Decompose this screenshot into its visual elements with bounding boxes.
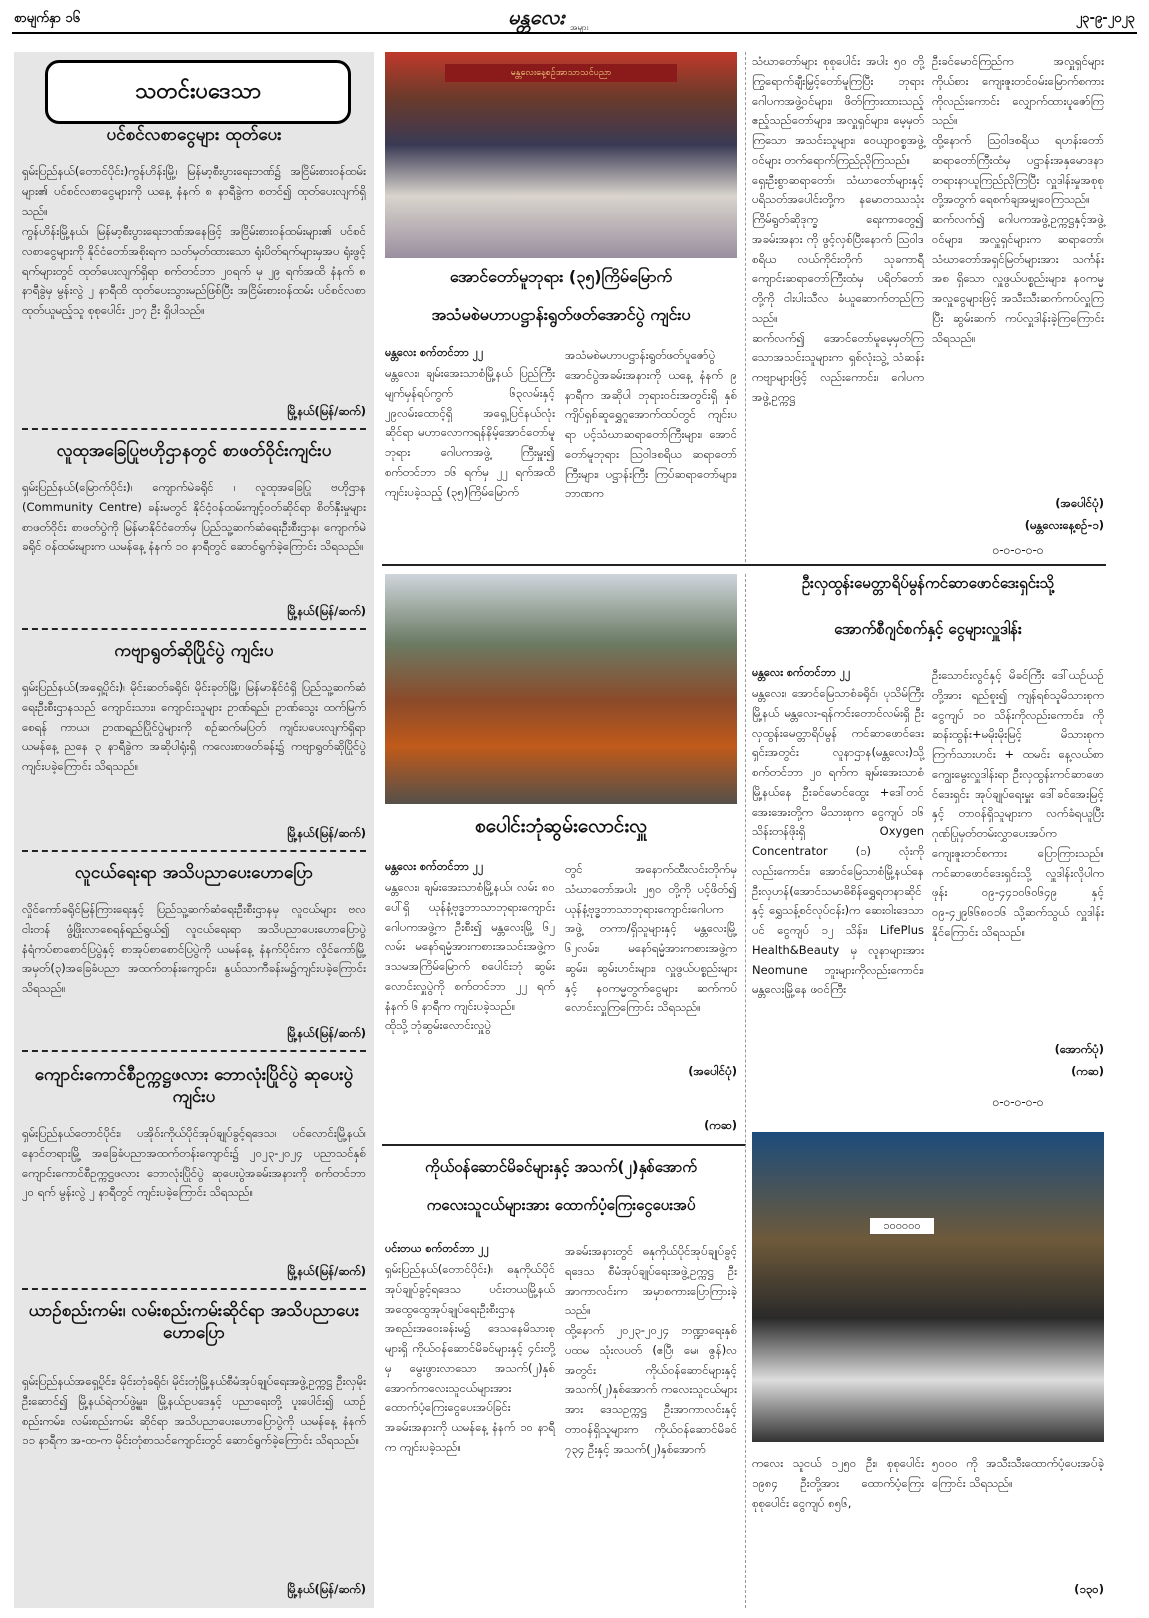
brief-source-2: မြို့နယ်(မြန်/ဆက်) xyxy=(287,604,366,618)
alms-title: စပေါင်းဘုံဆွမ်းလောင်းလှူ xyxy=(475,815,647,837)
brief-title-3: ကဗျာရွတ်ဆိုပြိုင်ပွဲ ကျင်းပ xyxy=(114,641,274,661)
page-number: စာမျက်နှာ ၁၆ xyxy=(14,11,81,26)
ceremony-title-2: အသံမစဲမဟာပဋ္ဌာန်းရွတ်ဖတ်အောင်ပွဲ ကျင်းပ xyxy=(431,305,691,324)
divider xyxy=(22,850,366,852)
masthead-sub: အများ xyxy=(570,23,589,32)
brief-body-2: ရှမ်းပြည်နယ်(မြောက်ပိုင်း)၊ ကျောက်မဲခရိုင် ၊ လူထုအခြေပြု ဗဟိုဌာန (Community Centre) ခန်းမတွင် နိုင်ငံ့ဝန်ထမ်းကျင့်ဝတ်ဆိုင်ရာ စိတ်နှီးမှုများ စာဖတ်ဝိုင်း စာဖတ်ပွဲကို မြန်မာနိုင်ငံတော်မှ ပြည်သူ့ဆက်ဆံရေးဦးစီးဌာန၊ ကျောက်မဲခရိုင် ဝန်ထမ်းများက ယမန်နေ့ နံနက် ၁၀ နာရီတွင် ဆောင်ရွက်ခဲ့ကြောင်း သိရသည်။ xyxy=(22,480,366,554)
ceremony-banner: မန္တလေးနေ့စဉ်အာသာသင်ပညာ xyxy=(445,64,677,82)
alms-source: (ကဆ) xyxy=(704,1118,737,1132)
brief-title-1: ပင်စင်လစာငွေများ ထုတ်ပေး xyxy=(106,125,282,145)
donation-photo xyxy=(752,1132,1104,1442)
support-title-2: ကလေးသူငယ်များအား ထောက်ပံ့ကြေးငွေပေးအပ် xyxy=(426,1196,696,1214)
ceremony-col-d: ဦးခင်မောင်ကြည်က အလှူရှင်များကိုယ်စား ကျေးဇူးတင်ဝမ်းမြောက်စကားကိုလည်းကောင်း လျှောက်ထားပူဇော်ကြသည်။ ထို့နောက် သြဝါဒစရိယ ရဟန်းတော် ဆရာတော်ကြီးထံမှ ပဋ္ဌာန်းအနှမောဒနာတရားနာယူကြည်ညိုကြပြီး လှူဒါန်းမှုအစုစုတို့အတွက် ရေစက်ချအမျှဝေကြသည်။ ဆက်လက်၍ ဂေါပကအဖွဲ့ဥက္ကဋ္ဌနှင့်အဖွဲ့ဝင်များ၊ အလှူရှင်များက ဆရာတော်၊ သံဃာတော်အရှင်မြတ်များအား သင်္ကန်းအစ ရှိသော လှူဖွယ်ပစ္စည်းများ၊ နဝကမ္မ အလှူငွေများဖြင့် အသီးသီးဆက်ကပ်လှူကြပြီး ဆွမ်းဆက် ကပ်လှူဒါန်းခဲ့ကြကြောင်း သိရသည်။ xyxy=(932,54,1104,345)
section-rule xyxy=(382,564,1106,566)
divider xyxy=(22,1288,366,1290)
oxygen-title-2: အောက်စီဂျင်စက်နှင့် ငွေများလှူဒါန်း xyxy=(834,620,1022,638)
support-col-c: ကလေး သူငယ် ၁၂၅၀ ဦး၊ စုစုပေါင်း ၁၉၈၄ ဦးတို့အား ထောက်ပံ့ကြေး စုစုပေါင်း ငွေကျပ် ၈၅၆, xyxy=(752,1456,924,1510)
ceremony-source: (မန္တလေးနေ့စဉ်-၁) xyxy=(1024,518,1104,532)
alms-credit: (အပေါင်ပုံ) xyxy=(688,1064,737,1078)
brief-body-4: လှိုင်ကော်ခရိုင်မြန်ကြားရေးနှင့် ပြည်သူ့ဆက်ဆံရေးဦးစီးဌာနမှ လူငယ်များ ဗလငါးတန် ဖွံ့ဖြိုးလာစေရန်ရည်ရွယ်၍ လူငယ်ရေးရာ အသိပညာပေးဟောပြောပွဲ နံရံကပ်စာစောင်ပြပွဲနှင့် စာအုပ်စာစောင်ပြပွဲကို ယမန်နေ့ နံနက်ပိုင်းက လှိုင်ကော်မြို့ အမှတ်(၃)အခြေခံပညာ အထက်တန်းကျောင်း၊ နွယ်သာကီခန်းမ၌ကျင်းပခဲ့ကြောင်း သိရသည်။ xyxy=(22,902,366,996)
brief-body-5: ရှမ်းပြည်နယ်တောင်ပိုင်း၊ ပအိုဝ်းကိုယ်ပိုင်အုပ်ချုပ်ခွင့်ရဒေသ၊ ပင်လောင်းမြို့နယ်၊ နောင်တရားမြို့ အခြေခံပညာအထက်တန်းကျောင်း၌ ၂၀၂၃-၂၀၂၄ ပညာသင်နှစ် ကျောင်းကောင်စီဥက္ကဋ္ဌဖလား ဘောလုံးပြိုင်ပွဲ ဆုပေးပွဲအခမ်းအနားကို စက်တင်ဘာ ၂၀ ရက် မွန်းလွဲ ၂ နာရီတွင် ကျင်းပခဲ့ကြောင်း သိရသည်။ xyxy=(22,1126,366,1200)
brief-source-6: မြို့နယ်(မြန်/ဆက်) xyxy=(287,1582,366,1596)
divider xyxy=(22,1050,366,1052)
oxygen-byline: မန္တလေး စက်တင်ဘာ ၂၂ xyxy=(752,666,851,679)
support-col-d: ၅၀၀၀ ကို အသီးသီးထောက်ပံ့ပေးအပ်ခဲ့ကြောင်း သိရသည်။ xyxy=(932,1456,1104,1490)
alms-col-a: မန္တလေး၊ ချမ်းအေးသာစံမြို့နယ်၊ လမ်း ၈၀ ပေါ်ရှိ ယုန်နံ့ဗုဒ္ဓဘာသာဘုရားကျောင်း ဂေါပကအဖွဲ့က ဦးစီး၍ မန္တလေးမြို့ ၆၂ လမ်း မနော်ရမ္မံအားကစားအသင်းအဖွဲ့က ဒသမအကြိမ်မြောက် စပေါင်းဘုံ ဆွမ်းလောင်းလှူပွဲကို စက်တင်ဘာ ၂၂ ရက် နံနက် ၆ နာရီက ကျင်းပခဲ့သည်။ ထိုသို့ ဘုံဆွမ်းလောင်းလှူပွဲ xyxy=(385,880,555,1033)
oxygen-col-a: မန္တလေး၊ အောင်မြေသာစံခရိုင်၊ ပုသိမ်ကြီးမြို့နယ် မန္တလေး-ရန်ကင်းတောင်လမ်းရှိ ဦးလှထွန်းမေတ္တာရိပ်မွန် ကင်ဆာဖောင်ဒေးရှင်းအတွင်း လူနာဌာန(မန္တလေး)သို့ စက်တင်ဘာ ၂၀ ရက်က ချမ်းအေးသာစံမြို့နယ်နေ ဦးခင်မောင်ထွေး +ဒေါ်တင်အေးအေးတို့က မိသားစုက ငွေကျပ် ၁၆ သိန်းတန်ဖိုးရှိ Oxygen Concentrator (၁) လုံးကိုလည်းကောင်း၊ အောင်မြေသာစံမြို့နယ်နေ ဦးလှဟန်(အောင်သမာဓိစိန်ရွှေရတနာဆိုင်နှင့် ရွှေသန့်စင်လုပ်ငန်း)က ဆေးဝါးဒေသာ ပင် ငွေကျပ် ၁၂ သိန်း၊ LifePlus Health&Beauty မှ လူနာများအား Neomune ဘူးများကိုလည်းကောင်း၊ မန္တလေးမြို့နေ ဖဝင်ကြီး xyxy=(752,686,924,997)
alms-col-b: တွင် အနောက်ထီးလင်းတိုက်မှ သံဃာတော်အပါး ၂၅၀ တို့ကို ပင့်ဖိတ်၍ ယုန်နံ့ဗုဒ္ဓဘာသာဘုရားကျောင်းဂေါပကအဖွဲ့ တကာ/ရှိသူများနှင့် မန္တလေးမြို့ ၆၂လမ်း၊ မနော်ရမ္မံအားကစားအဖွဲ့က ဆွမ်း၊ ဆွမ်းဟင်းများ၊ လှူဖွယ်ပစ္စည်းများနှင့် နဝကမ္မတွက်ငွေများ ဆက်ကပ်လောင်းလှူကြကြောင်း သိရသည်။ xyxy=(565,862,737,1015)
ceremony-title-1: အောင်တော်မူဘုရား (၃၅)ကြိမ်မြောက် xyxy=(449,267,673,286)
oxygen-credit: (အောက်ပုံ) xyxy=(1054,1042,1104,1056)
donation-badge: ၁၀၀၀၀၀ xyxy=(870,1218,934,1234)
column-banner: သတင်းပဒေသာ xyxy=(45,60,351,124)
divider xyxy=(745,52,746,562)
brief-body-1a: ရှမ်းပြည်နယ်(တောင်ပိုင်း)ကွန်ဟိန်းမြို့၊ မြန်မာ့စီးပွားရေးဘဏ်၌ အငြိမ်းစားဝန်ထမ်းများ၏ ပင်စင်လစာငွေများကို ယနေ့ နံနက် ၈ နာရီခွဲက စတင်၍ ထုတ်ပေးလျက်ရှိသည်။ xyxy=(22,164,366,218)
ceremony-photo xyxy=(385,52,737,258)
divider xyxy=(745,574,746,1608)
support-byline: ပင်းတယ စက်တင်ဘာ ၂၂ xyxy=(385,1242,489,1255)
brief-body-1b: ကွန်ဟိန်းမြို့နယ်၊ မြန်မာ့စီးပွားရေးဘဏ်အနေဖြင့် အငြိမ်းစားဝန်ထမ်းများ၏ ပင်စင်လစာငွေများကို နိုင်ငံတော်အစိုးရက သတ်မှတ်ထားသော ရုံးပိတ်ရက်များမှအပ ရုံးဖွင့်ရက်များတွင် ထုတ်ပေးလျက်ရှိရာ စက်တင်ဘာ ၂၀ရက် မှ ၂၉ ရက်အထိ နံနက် ၈ နာရီခွဲမှ မွန်းလွဲ ၂ နာရီထိ ထုတ်ပေးသွားမည်ဖြစ်ပြီး အငြိမ်းစားဝန်ထမ်း ပင်စင်လစာထုတ်ယူမည့်သူ စုစုပေါင်း ၂၁၇ ဦး ရှိပါသည်။ xyxy=(22,224,366,318)
oxygen-title-1: ဦးလှထွန်းမေတ္တာရိပ်မွန်ကင်ဆာဖောင်ဒေးရှင်းသို့ xyxy=(801,574,1055,592)
brief-title-5: ကျောင်းကောင်စီဥက္ကဋ္ဌဖလား ဘောလုံးပြိုင်ပွဲ ဆုပေးပွဲ ကျင်းပ xyxy=(34,1065,354,1108)
brief-source-3: မြို့နယ်(မြန်/ဆက်) xyxy=(287,826,366,840)
end-ornament: ၀-၀-၀-၀-၀ xyxy=(992,1095,1044,1109)
alms-byline: မန္တလေး စက်တင်ဘာ ၂၂ xyxy=(385,860,484,873)
ceremony-credit: (အပေါင်ပုံ) xyxy=(1055,496,1104,510)
ceremony-col-c: သံဃာတော်များ စုစုပေါင်း အပါး ၅၀ တို့ ကြွရောက်ချီးမြှင့်တော်မူကြပြီး ဘုရားဂေါပကအဖွဲ့ဝင်များ၊ ဖိတ်ကြားထားသည့်ဧည့်သည်တော်များ၊ အလှူရှင်များ၊ မေ့မှတ်ကြသော အသင်းသူများ၊ ဝေယျာဝစ္စအဖွဲ့ဝင်များ တက်ရောက်ကြည်ညိုကြသည်။ ရှေးဦးစွာဆရာတော်၊ သံဃာတော်များနှင့် ပရိသတ်အပေါင်းတို့က နမောတဿသုံးကြိမ်ရွတ်ဆိုဒုက္ခ ရေးကာတွေ၍ အခမ်းအနား ကို ဖွင့်လှစ်ပြီးနောက် သြဝါဒစရိယ လယ်ကိုင်းတိုက် သုခကာရီ ကျောင်းဆရာတော်ကြီးထံမှ ပရိတ်တော်တို့ကို ငါးပါးသီလ ခံယူဆောက်တည်ကြသည်။ ဆက်လက်၍ အောင်တော်မူမေ့မှတ်ကြသောအသင်းသူများက ရှစ်လုံးသွဲ့ သံဆန်းကဗျာများဖြင့် လည်းကောင်း၊ ဂေါပကအဖွဲ့ဥက္ကဋ္ဌ xyxy=(752,54,924,405)
support-col-a: ရှမ်းပြည်နယ်(တောင်ပိုင်း)၊ ဓနုကိုယ်ပိုင်အုပ်ချုပ်ခွင့်ရဒေသ ပင်းတယမြို့နယ် အထွေထွေအုပ်ချုပ်ရေးဦးစီးဌာန အစည်းအဝေးခန်းမ၌ ဒေသနေမိသားစုများရှိ ကိုယ်ဝန်ဆောင်မိခင်များနှင့် ၄င်းတို့မှ မွေးဖွားလာသော အသက်(၂)နှစ်အောက်ကလေးသူငယ်များအား ထောက်ပံ့ကြေးငွေပေးအပ်ခြင်း အခမ်းအနားကို ယမန်နေ့ နံနက် ၁၀ နာရီက ကျင်းပခဲ့သည်။ xyxy=(385,1262,555,1454)
alms-photo xyxy=(385,574,737,804)
brief-title-6: ယာဉ်စည်းကမ်း၊ လမ်းစည်းကမ်းဆိုင်ရာ အသိပညာပေး ဟောပြော xyxy=(28,1301,360,1344)
issue-date: ၂၃-၉-၂၀၂၃ xyxy=(1075,11,1135,26)
masthead-logo: မန္တလေး xyxy=(508,5,565,29)
ceremony-col-b: အသံမစဲမဟာပဋ္ဌာန်းရွတ်ဖတ်ပူဇော်ပွဲ အောင်ပွဲအခမ်းအနားကို ယနေ့ နံနက် ၉ နာရီက အဆိုပါ ဘုရားဝင်းအတွင်းရှိ နှစ်ကျိပ်ရှစ်ဆူရွှေဂူအောက်ထပ်တွင် ကျင်းပရာ ပင့်သံဃာဆရာတော်ကြီးများ၊ အောင်တော်မူဘုရား သြဝါဒစရိယ ဆရာတော်ကြီးများ၊ ပဋ္ဌာန်းကြီး ကြပ်ဆရာတော်များ၊ ဘာဏက xyxy=(565,348,737,501)
divider xyxy=(22,628,366,630)
divider xyxy=(22,428,366,430)
section-rule xyxy=(382,1144,746,1146)
support-credit: (၁၃၀) xyxy=(1074,1582,1104,1596)
oxygen-source: (ကဆ) xyxy=(1071,1064,1104,1078)
brief-title-2: လူထုအခြေပြုဗဟိုဌာနတွင် စာဖတ်ဝိုင်းကျင်းပ xyxy=(56,441,332,461)
support-title-1: ကိုယ်ဝန်ဆောင်မိခင်များနှင့် အသက်(၂)နှစ်အောက် xyxy=(425,1158,697,1176)
brief-body-6: ရှမ်းပြည်နယ်အရှေ့ပိုင်း၊ မိုင်းတုံခရိုင်၊ မိုင်းတုံမြို့နယ်စီမံအုပ်ချုပ်ရေးအဖွဲ့ဥက္ကဋ္ဌ ဦးလှမိုး ဦးဆောင်၍ မြို့နယ်ရဲတပ်ဖွဲ့မှူး၊ မြို့နယ်ဥပဒေနှင့် ပညာရေးတို့ ပူးပေါင်း၍ ယာဉ်စည်းကမ်း၊ လမ်းစည်းကမ်း ဆိုင်ရာ အသိပညာပေးဟောပြောပွဲကို ယမန်နေ့ နံနက် ၁၁ နာရီက အ-ထ-က မိုင်းတုံစာသင်ကျောင်းတွင် ဆောင်ရွက်ခဲ့ကြောင်း သိရသည်။ xyxy=(22,1374,366,1448)
oxygen-col-b: ဦးသောင်းလွင်နှင့် မိခင်ကြီး ဒေါ်ယဉ်ယဉ်တို့အား ရည်စူး၍ ကျန်ရစ်သူမိသားစုက ငွေကျပ် ၁၀ သိန်းကိုလည်းကောင်း၊ ကိုဆန်းထွန်း+မမိုးမိုးမြင့် မိသားစုက ကြက်သားဟင်း + ထမင်း နေ့လယ်စာကျွေးမွေးလှူဒါန်းရာ ဦးလှထွန်းကင်ဆာဖောင်ဒေးရှင်း အုပ်ချုပ်ရေးမှူး ဒေါ်ခင်အေးမြင့်နှင့် တာဝန်ရှိသူများက လက်ခံရယူပြီး ဂုဏ်ပြုမှတ်တမ်းလွှာပေးအပ်က ကျေးဇူးတင်စကား ပြောကြားသည်။ ကင်ဆာဖောင်ဒေးရှင်းသို့ လှူဒါန်းလိုပါက ဖုန်း ၀၉-၄၄၁၀၆၀၆၄၉ နှင့် ၀၉-၄၂၉၆၆၈၀၁၆ သို့ဆက်သွယ် လှူဒါန်းနိုင်ကြောင်း သိရသည်။ xyxy=(932,668,1104,939)
brief-source-5: မြို့နယ်(မြန်/ဆက်) xyxy=(287,1264,366,1278)
brief-body-3: ရှမ်းပြည်နယ်(အရှေ့ပိုင်း)၊ မိုင်းဆတ်ခရိုင်၊ မိုင်းခုတ်မြို့၊ မြန်မာနိုင်ငံရှိ ပြည်သူ့ဆက်ဆံရေးဦးစီးဌာနသည် ကျောင်းသား၊ ကျောင်းသူများ ဥာဏ်ရည်၊ ဥာဏ်သွေး ထက်မြက်စေရန် ကာယ၊ ဥာဏရည်ပြိုင်ပွဲများကို စဉ်ဆက်မပြတ် ကျင်းပပေးလျက်ရှိရာ ယမန်နေ့ ညနေ ၃ နာရီခွဲက အဆိုပါရုံးရှိ ကလေးစာဖတ်ခန်း၌ ကဗျာရွတ်ဆိုပြိုင်ပွဲ ကျင်းပခဲ့ကြောင်း သိရသည်။ xyxy=(22,680,366,774)
ceremony-col-a: မန္တလေး၊ ချမ်းအေးသာစံမြို့နယ် ပြည်ကြီးမျက်မှန်ရပ်ကွက် ၆၃လမ်းနှင့် ၂၉လမ်းထောင့်ရှိ အရှေ့ပြင်နယ်လုံးဆိုင်ရာ မဟာလောကရန်နိမ့်အောင်တော်မူဘုရား ဂေါပကအဖွဲ့ ကြီးမှူး၍ စက်တင်ဘာ ၁၆ ရက်မှ ၂၂ ရက်အထိ ကျင်းပခဲ့သည့် (၃၅)ကြိမ်မြောက် xyxy=(385,366,555,499)
end-ornament: ၀-၀-၀-၀-၀ xyxy=(992,543,1044,557)
support-col-b: အခမ်းအနားတွင် ဓနုကိုယ်ပိုင်အုပ်ချုပ်ခွင့်ရဒေသ စီမံအုပ်ချုပ်ရေးအဖွဲ့ဥက္ကဋ္ဌ ဦးအာကာလင်းက အမှာစကားပြောကြားခဲ့သည်။ ထို့နောက် ၂၀၂၃-၂၀၂၄ ဘဏ္ဍာရေးနှစ် ပထမ သုံးလပတ် (ဧပြီ၊ မေ၊ ဇွန်)လအတွင်း ကိုယ်ဝန်ဆောင်များနှင့် အသက်(၂)နှစ်အောက် ကလေးသူငယ်များအား ဒေသဥက္ကဋ္ဌ ဦးအာကာလင်းနှင့် တာဝန်ရှိသူများက ကိုယ်ဝန်ဆောင်မိခင် ၇၃၄ ဦးနှင့် အသက်(၂)နှစ်အောက် xyxy=(565,1244,737,1456)
ceremony-byline: မန္တလေး စက်တင်ဘာ ၂၂ xyxy=(385,346,484,359)
brief-source-4: မြို့နယ်(မြန်/ဆက်) xyxy=(287,1026,366,1040)
brief-source-1: မြို့နယ်(မြန်/ဆက်) xyxy=(287,404,366,418)
header-rule xyxy=(12,32,1137,34)
brief-title-4: လူငယ်ရေးရာ အသိပညာပေးဟောပြော xyxy=(74,863,314,883)
